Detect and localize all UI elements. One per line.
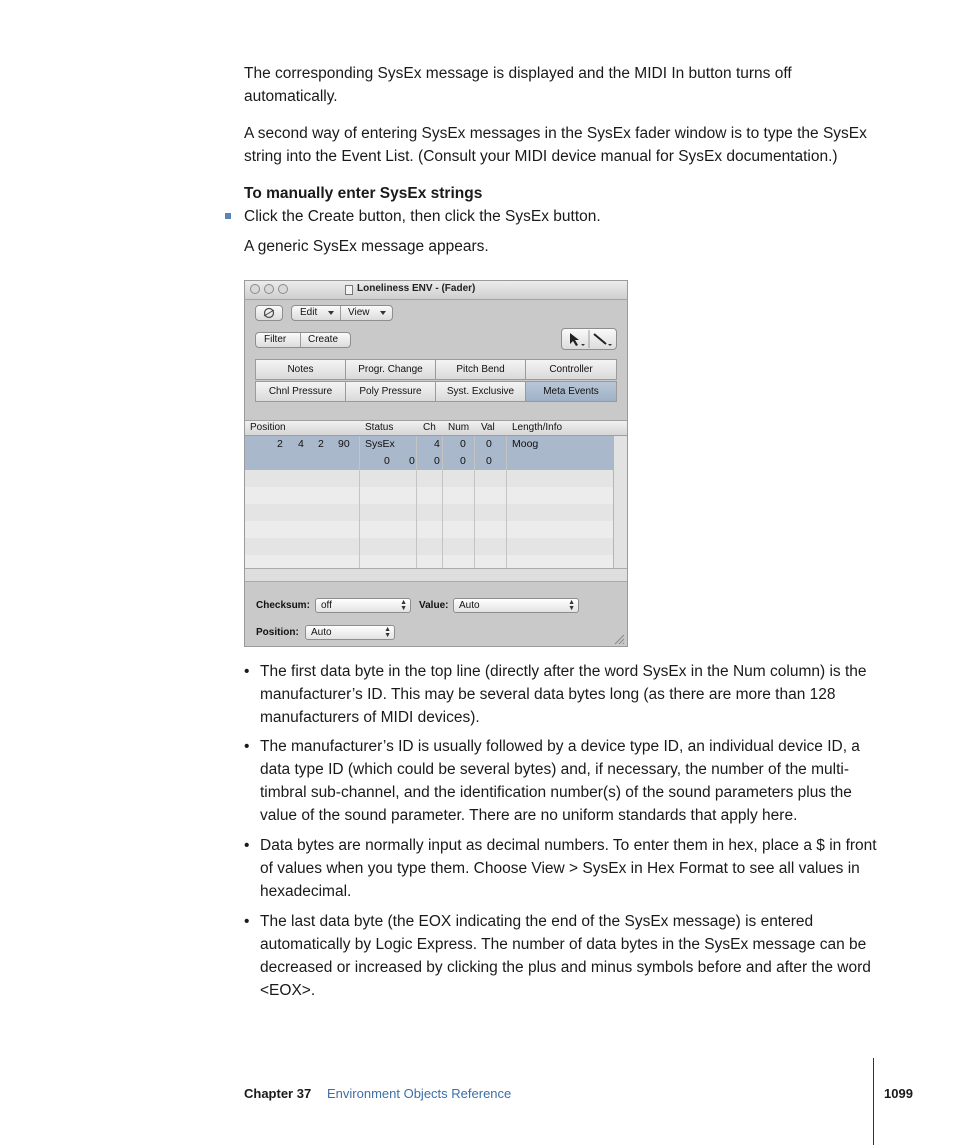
tool-menus[interactable] xyxy=(561,328,617,350)
chevron-down-icon xyxy=(581,344,585,346)
chevron-down-icon xyxy=(380,311,386,315)
chevron-down-icon xyxy=(608,344,612,346)
minimize-icon[interactable] xyxy=(264,284,274,294)
column-channel[interactable]: Ch xyxy=(423,422,436,433)
filter-create-group xyxy=(255,332,351,348)
position-label: Position: xyxy=(256,627,299,638)
table-row xyxy=(245,538,613,555)
create-button[interactable]: Create xyxy=(308,334,339,345)
paragraph-midi-in: The corresponding SysEx message is displayed and the MIDI In button turns off automatically. xyxy=(244,65,792,105)
filter-notes[interactable]: Notes xyxy=(255,359,346,380)
chevron-down-icon xyxy=(328,311,334,315)
column-status[interactable]: Status xyxy=(365,422,394,433)
filter-meta-events[interactable]: Meta Events xyxy=(525,381,617,402)
column-length-info[interactable]: Length/Info xyxy=(512,422,563,433)
value-label: Value: xyxy=(419,600,449,611)
paragraph-generic-sysex: A generic SysEx message appears. xyxy=(244,238,489,255)
value-select[interactable]: Auto ▲ ▼ xyxy=(453,598,579,613)
footer-section-link[interactable]: Environment Objects Reference xyxy=(327,1086,512,1101)
position-select[interactable]: Auto ▲ ▼ xyxy=(305,625,395,640)
edit-view-menu-group xyxy=(291,305,393,321)
filter-program-change[interactable]: Progr. Change xyxy=(345,359,436,380)
edit-menu[interactable]: Edit xyxy=(300,307,318,318)
filter-system-exclusive[interactable]: Syst. Exclusive xyxy=(435,381,526,402)
table-row[interactable]: 0 0 0 0 0 xyxy=(245,453,613,470)
document-icon xyxy=(345,285,353,295)
checksum-label: Checksum: xyxy=(256,600,310,611)
bullet-glyph: • xyxy=(244,738,250,755)
footer-divider xyxy=(873,1058,874,1145)
column-num[interactable]: Num xyxy=(448,422,470,433)
filter-channel-pressure[interactable]: Chnl Pressure xyxy=(255,381,346,402)
bullet-eox: The last data byte (the EOX indicating the end of the SysEx message) is entered automatically by Logic Express. The number of data bytes in the SysEx message can be decreased or increased by clicking the plus and minus symbols before and after the word <EOX>. xyxy=(260,913,871,999)
footer-chapter: Chapter 37 xyxy=(244,1086,312,1101)
fader-window-screenshot xyxy=(244,280,628,647)
checksum-select[interactable]: off ▲ ▼ xyxy=(315,598,411,613)
filter-button[interactable]: Filter xyxy=(264,334,287,345)
stepper-arrows-icon: ▲ ▼ xyxy=(568,599,575,612)
column-position[interactable]: Position xyxy=(250,422,286,433)
resize-grip-icon[interactable] xyxy=(613,633,625,645)
bullet-manufacturer-id: The first data byte in the top line (directly after the word SysEx in the Num column) is the manufacturer’s ID. This may be several data bytes long (as there are more than 128 manufacturers of MIDI devices). xyxy=(260,663,867,726)
horizontal-scrollbar[interactable] xyxy=(245,568,627,582)
filter-pitch-bend[interactable]: Pitch Bend xyxy=(435,359,526,380)
filter-controller[interactable]: Controller xyxy=(525,359,617,380)
page-number: 1099 xyxy=(884,1086,913,1101)
bullet-glyph: • xyxy=(244,837,250,854)
step-bullet-icon xyxy=(225,213,231,219)
view-menu[interactable]: View xyxy=(348,307,370,318)
zoom-icon[interactable] xyxy=(278,284,288,294)
midi-in-icon xyxy=(256,306,282,320)
title-bar xyxy=(245,281,627,300)
stepper-arrows-icon: ▲ ▼ xyxy=(400,599,407,612)
task-heading: To manually enter SysEx strings xyxy=(244,185,483,202)
bullet-device-id: The manufacturer’s ID is usually followed by a device type ID, an individual device ID, a data type ID (which could be several bytes) and, if necessary, the number of the multi-timbral sub-channel, and the identification number(s) of the sound parameters plus the value of the sound parameter. There are no uniform standards that apply here. xyxy=(260,738,860,824)
pointer-icon xyxy=(570,333,579,346)
column-val[interactable]: Val xyxy=(481,422,495,433)
table-row xyxy=(245,521,613,538)
paragraph-event-list: A second way of entering SysEx messages in the SysEx fader window is to type the SysEx string into the Event List. (Consult your MIDI device manual for SysEx documentation.) xyxy=(244,125,867,165)
table-row xyxy=(245,555,613,568)
bullet-glyph: • xyxy=(244,913,250,930)
bullet-glyph: • xyxy=(244,663,250,680)
midi-in-button[interactable] xyxy=(255,305,283,321)
table-row xyxy=(245,487,613,504)
table-row xyxy=(245,504,613,521)
event-list[interactable] xyxy=(245,436,613,568)
filter-poly-pressure[interactable]: Poly Pressure xyxy=(345,381,436,402)
table-row[interactable]: 2 4 2 90 SysEx 4 0 0 Moog xyxy=(245,436,613,453)
table-row xyxy=(245,470,613,487)
window-title: Loneliness ENV - (Fader) xyxy=(357,283,476,294)
step-text: Click the Create button, then click the SysEx button. xyxy=(244,208,601,225)
bullet-hex-input: Data bytes are normally input as decimal numbers. To enter them in hex, place a $ in front of values when you type them. Choose View > SysEx in Hex Format to see all values in hexadecimal. xyxy=(260,837,877,900)
vertical-scrollbar[interactable] xyxy=(613,436,627,568)
close-icon[interactable] xyxy=(250,284,260,294)
pencil-icon xyxy=(594,334,606,344)
stepper-arrows-icon: ▲ ▼ xyxy=(384,626,391,639)
event-list-header xyxy=(245,420,627,436)
